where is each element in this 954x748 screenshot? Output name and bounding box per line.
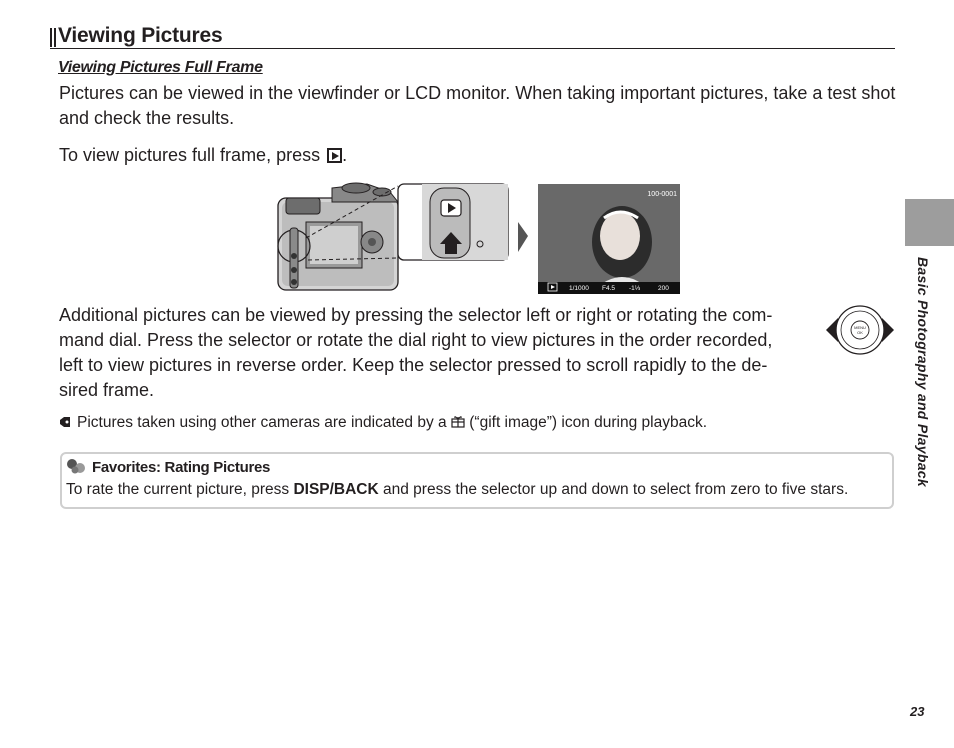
- selector-paragraph: [59, 303, 772, 403]
- paragraph-line: sired frame.: [59, 380, 155, 400]
- frame-number: 100-0001: [647, 191, 677, 198]
- favorites-icon: [66, 458, 88, 474]
- note-line: [59, 414, 707, 432]
- note-text-before: Pictures taken using other cameras are indicated by a: [77, 414, 451, 431]
- note-icon: [59, 416, 71, 428]
- heading-rule: [50, 48, 895, 49]
- shutter-speed: 1/1000: [569, 285, 589, 292]
- selector-center-top: MENU: [854, 325, 866, 330]
- iso-value: 200: [658, 285, 669, 292]
- page-number: 23: [910, 704, 925, 719]
- favorites-title: Favorites: Rating Pictures: [92, 459, 271, 476]
- selector-icon: [824, 303, 896, 357]
- chapter-label: Basic Photography and Playback: [915, 257, 931, 487]
- selector-center-bottom: OK: [857, 330, 863, 335]
- disp-back-button-label: DISP/BACK: [293, 481, 379, 498]
- playback-button-icon: [327, 148, 342, 163]
- camera-illustration: [278, 183, 398, 290]
- heading-marker: [50, 28, 56, 47]
- section-title: Viewing Pictures: [58, 24, 223, 47]
- paragraph-line: Additional pictures can be viewed by pressing the selector left or right or rotating the com-: [59, 305, 773, 325]
- playback-illustration: [272, 178, 684, 296]
- paragraph-line: mand dial. Press the selector or rotate the dial right to view pictures in the order recorded,: [59, 330, 773, 350]
- favorites-text-before: To rate the current picture, press: [66, 481, 294, 498]
- chapter-tab: [905, 199, 954, 246]
- intro-paragraph: Pictures can be viewed in the viewfinder or LCD monitor. When taking important pictures, take a test shot and check the results.: [59, 83, 896, 128]
- zoom-button-inset: [398, 184, 508, 260]
- paragraph-line: left to view pictures in reverse order. Keep the selector pressed to scroll rapidly to the de-: [59, 355, 768, 375]
- favorites-text: [66, 481, 848, 499]
- exposure-compensation: -1⅓: [629, 285, 641, 292]
- gift-image-icon: [451, 415, 465, 428]
- aperture: F4.5: [602, 285, 616, 292]
- subsection-title: Viewing Pictures Full Frame: [58, 59, 263, 76]
- favorites-text-after: and press the selector up and down to select from zero to five stars.: [378, 481, 849, 498]
- playback-photo: [538, 184, 680, 294]
- press-text: To view pictures full frame, press: [59, 145, 326, 165]
- arrow-icon: [518, 222, 528, 252]
- press-line: To view pictures full frame, press .: [59, 145, 348, 165]
- note-text-after: (“gift image”) icon during playback.: [464, 414, 708, 431]
